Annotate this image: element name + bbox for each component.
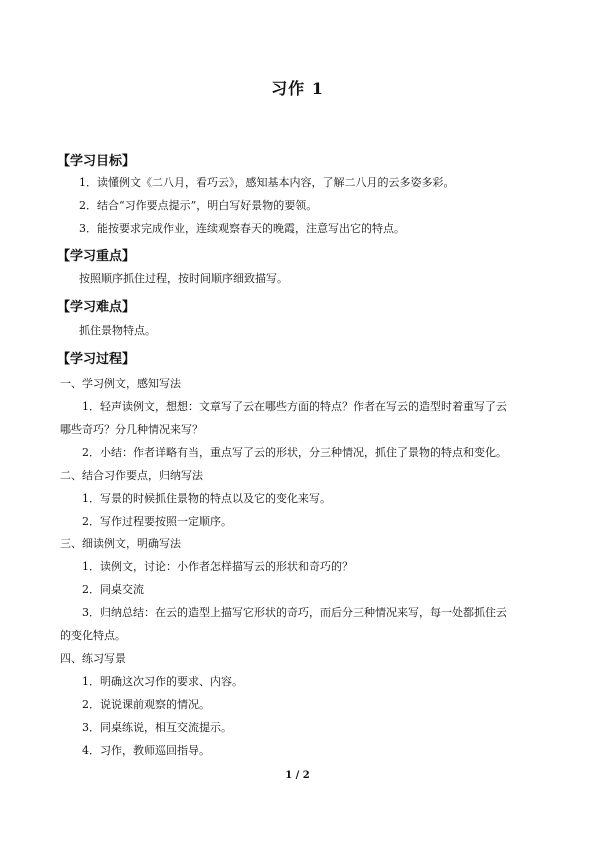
section-heading-goals: 【学习目标】 [57,154,136,169]
section-heading-focus: 【学习重点】 [57,249,136,264]
process-part-2-title: 二、结合习作要点，归纳写法 [60,469,203,482]
process-part-1-title: 一、学习例文，感知写法 [60,377,181,390]
process-part-1-item-1: 1．轻声读例文，想想：文章写了云在哪些方面的特点？作者在写云的造型时着重写了云 [82,400,507,413]
process-part-4-item-3: 3．同桌练说，相互交流提示。 [82,721,232,734]
process-part-2-item-1: 1．写景的时候抓住景物的特点以及它的变化来写。 [82,492,331,505]
section-heading-process: 【学习过程】 [57,352,136,367]
process-part-4-item-1: 1．明确这次习作的要求、内容。 [82,675,243,688]
process-part-2-item-2: 2．写作过程要按照一定顺序。 [82,515,232,528]
process-part-4-item-4: 4．习作，教师巡回指导。 [82,744,210,757]
focus-text: 按照顺序抓住过程，按时间顺序细致描写。 [79,272,288,285]
process-part-4-item-2: 2．说说课前观察的情况。 [82,698,210,711]
process-part-3-item-2: 2．同桌交流 [82,583,144,596]
page-number: 1 / 2 [285,770,310,781]
process-part-3-item-3-cont: 的变化特点。 [60,629,126,642]
process-part-3-title: 三、细读例文，明确写法 [60,537,181,550]
process-part-3-item-3: 3．归纳总结：在云的造型上描写它形状的奇巧，而后分三种情况来写，每一处都抓住云 [82,606,507,619]
process-part-4-title: 四、练习写景 [60,652,126,665]
page-title: 习作 1 [271,79,324,98]
goal-item-3: 3．能按要求完成作业，连续观察春天的晚霞，注意写出它的特点。 [79,222,405,235]
goal-item-2: 2．结合“习作要点提示”，明白写好景物的要领。 [79,199,318,212]
section-heading-difficulty: 【学习难点】 [57,300,136,315]
process-part-3-item-1: 1．读例文，讨论：小作者怎样描写云的形状和奇巧的？ [82,560,353,573]
process-part-1-item-2: 2．小结：作者详略有当，重点写了云的形状，分三种情况，抓住了景物的特点和变化。 [82,446,507,459]
process-part-1-item-1-cont: 哪些奇巧？分几种情况来写？ [60,423,203,436]
difficulty-text: 抓住景物特点。 [79,324,156,337]
goal-item-1: 1．读懂例文《二八月，看巧云》，感知基本内容，了解二八月的云多姿多彩。 [79,176,455,189]
